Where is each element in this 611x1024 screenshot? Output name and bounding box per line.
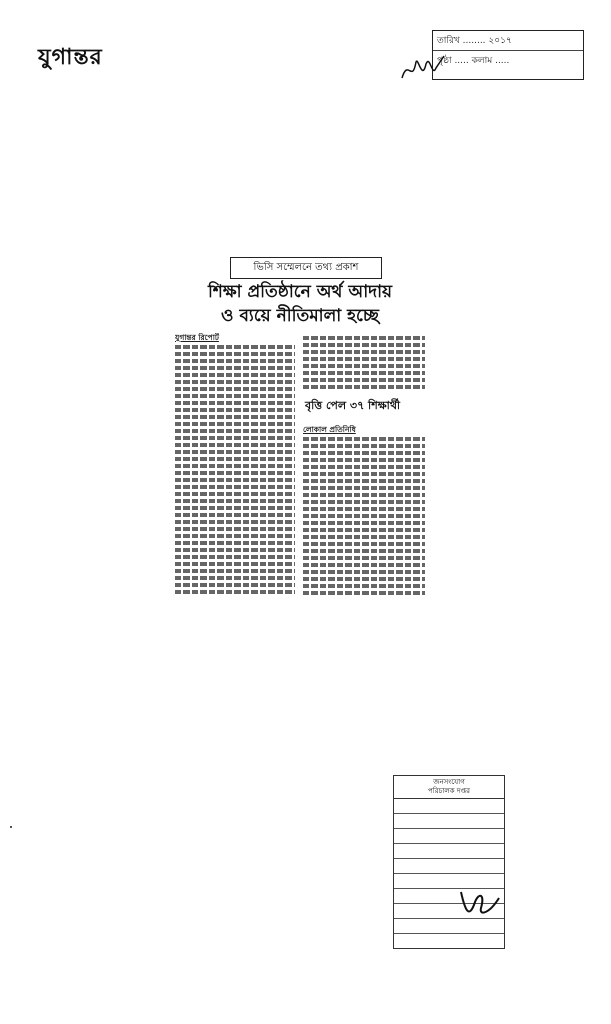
signature-mark [455, 880, 505, 925]
routing-row [394, 814, 504, 829]
body-text-lines [175, 345, 295, 594]
article-column-2 [303, 333, 425, 395]
byline-2: লোকাল প্রতিনিধি [303, 425, 356, 434]
headline-line-1: শিক্ষা প্রতিষ্ঠানে অর্থ আদায় [207, 282, 393, 302]
speck [10, 826, 12, 828]
signature-mark [398, 48, 448, 88]
clipping-headline [175, 280, 425, 328]
headline-line-2: ও ব্যয়ে নীতিমালা হচ্ছে [221, 306, 379, 326]
kicker-box [230, 257, 382, 279]
body-text-lines [303, 437, 425, 595]
routing-row [394, 799, 504, 814]
routing-row [394, 859, 504, 874]
newspaper-masthead: যুগান্তর [38, 45, 103, 70]
body-text-lines [303, 336, 425, 389]
byline-1: যুগান্তর রিপোর্ট [175, 333, 219, 342]
second-article-headline: বৃত্তি পেল ৩৭ শিক্ষার্থী [305, 399, 401, 412]
article-column-1 [175, 333, 295, 598]
routing-row [394, 829, 504, 844]
clipping-kicker: ভিসি সম্মেলনে তথ্য প্রকাশ [253, 262, 359, 273]
stamp-date-line: তারিখ ........ ২০১৭ [437, 36, 512, 46]
date-stamp [432, 30, 584, 80]
newspaper-clipping [175, 255, 425, 600]
routing-row [394, 844, 504, 859]
stamp-page-line: পৃষ্ঠা ..... কলাম ..... [433, 50, 583, 70]
article-column-3 [303, 425, 425, 598]
routing-slip-header: জনসংযোগ পরিচালক দপ্তর [394, 776, 504, 799]
